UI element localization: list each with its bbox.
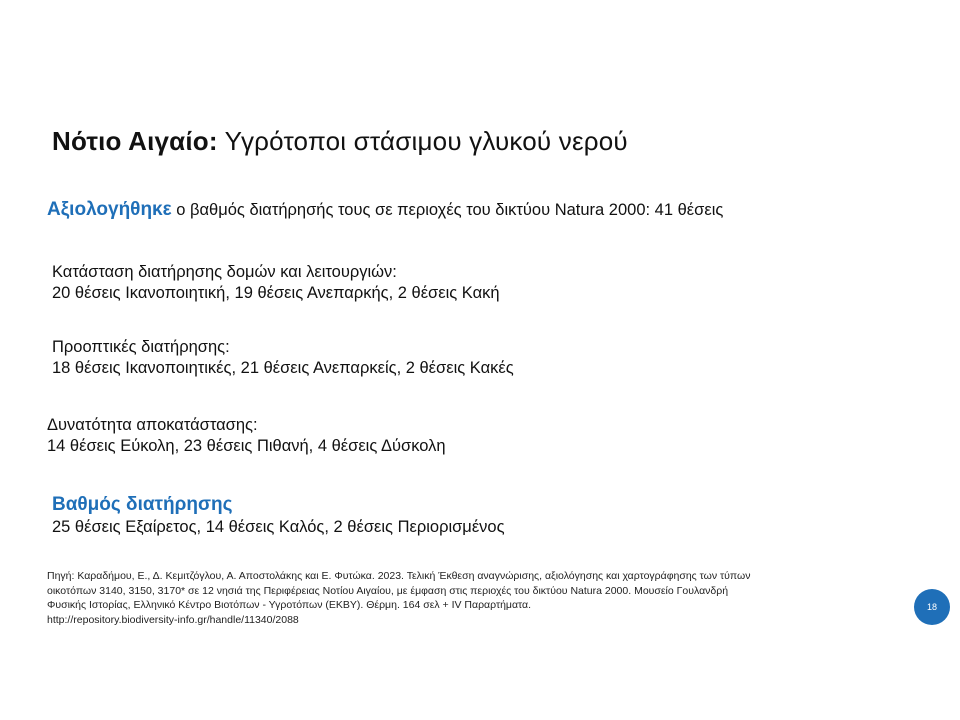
restoration-values: 14 θέσεις Εύκολη, 23 θέσεις Πιθανή, 4 θέσεις Δύσκολη [47, 437, 446, 455]
conservation-status-values: 25 θέσεις Εξαίρετος, 14 θέσεις Καλός, 2 θέσεις Περιορισμένος [52, 518, 505, 536]
prospects-heading: Προοπτικές διατήρησης: [52, 338, 230, 356]
page-number-badge [914, 589, 950, 625]
restoration-possibility-block [47, 415, 446, 457]
conservation-status-heading: Βαθμός διατήρησης [52, 494, 233, 515]
assessed-summary [47, 197, 723, 223]
structures-values: 20 θέσεις Ικανοποιητική, 19 θέσεις Ανεπαρκής, 2 θέσεις Κακή [52, 284, 500, 302]
prospects-values: 18 θέσεις Ικανοποιητικές, 21 θέσεις Ανεπαρκείς, 2 θέσεις Κακές [52, 359, 514, 377]
conservation-status-block [52, 493, 505, 538]
future-prospects-block [52, 337, 514, 379]
source-line-2: οικοτόπων 3140, 3150, 3170* σε 12 νησιά της Περιφέρειας Νοτίου Αιγαίου, με έμφαση στις περιοχές του δικτύου Natura 2000. Μουσείο Γουλανδρή [47, 584, 729, 597]
source-url: http://repository.biodiversity-info.gr/handle/11340/2088 [47, 613, 299, 626]
assessed-highlight: Αξιολογήθηκε [47, 199, 172, 220]
slide-title-subject: Υγρότοποι στάσιμου γλυκού νερού [217, 126, 628, 156]
page-number: 18 [926, 602, 937, 612]
source-line-3: Φυσικής Ιστορίας, Ελληνικό Κέντρο Βιοτόπων - Υγροτόπων (ΕΚΒΥ). Θέρμη. 164 σελ + IV Παραρτήματα. [47, 599, 532, 611]
source-line-1: Πηγή: Καραδήμου, Ε., Δ. Κεμιτζόγλου, Α. Αποστολάκης και Ε. Φυτώκα. 2023. Τελική Έκθεση αναγνώρισης, αξιολόγησης και χαρτογράφησης των τύπων [47, 570, 751, 582]
structures-heading: Κατάσταση διατήρησης δομών και λειτουργιών: [52, 263, 397, 281]
slide-title-region: Νότιο Αιγαίο: [52, 126, 218, 156]
slide-title [52, 124, 628, 158]
assessed-text: ο βαθμός διατήρησής τους σε περιοχές του δικτύου Natura 2000: 41 θέσεις [171, 201, 724, 219]
structures-functions-block [52, 262, 500, 304]
restoration-heading: Δυνατότητα αποκατάστασης: [47, 416, 258, 434]
source-citation [47, 569, 907, 627]
